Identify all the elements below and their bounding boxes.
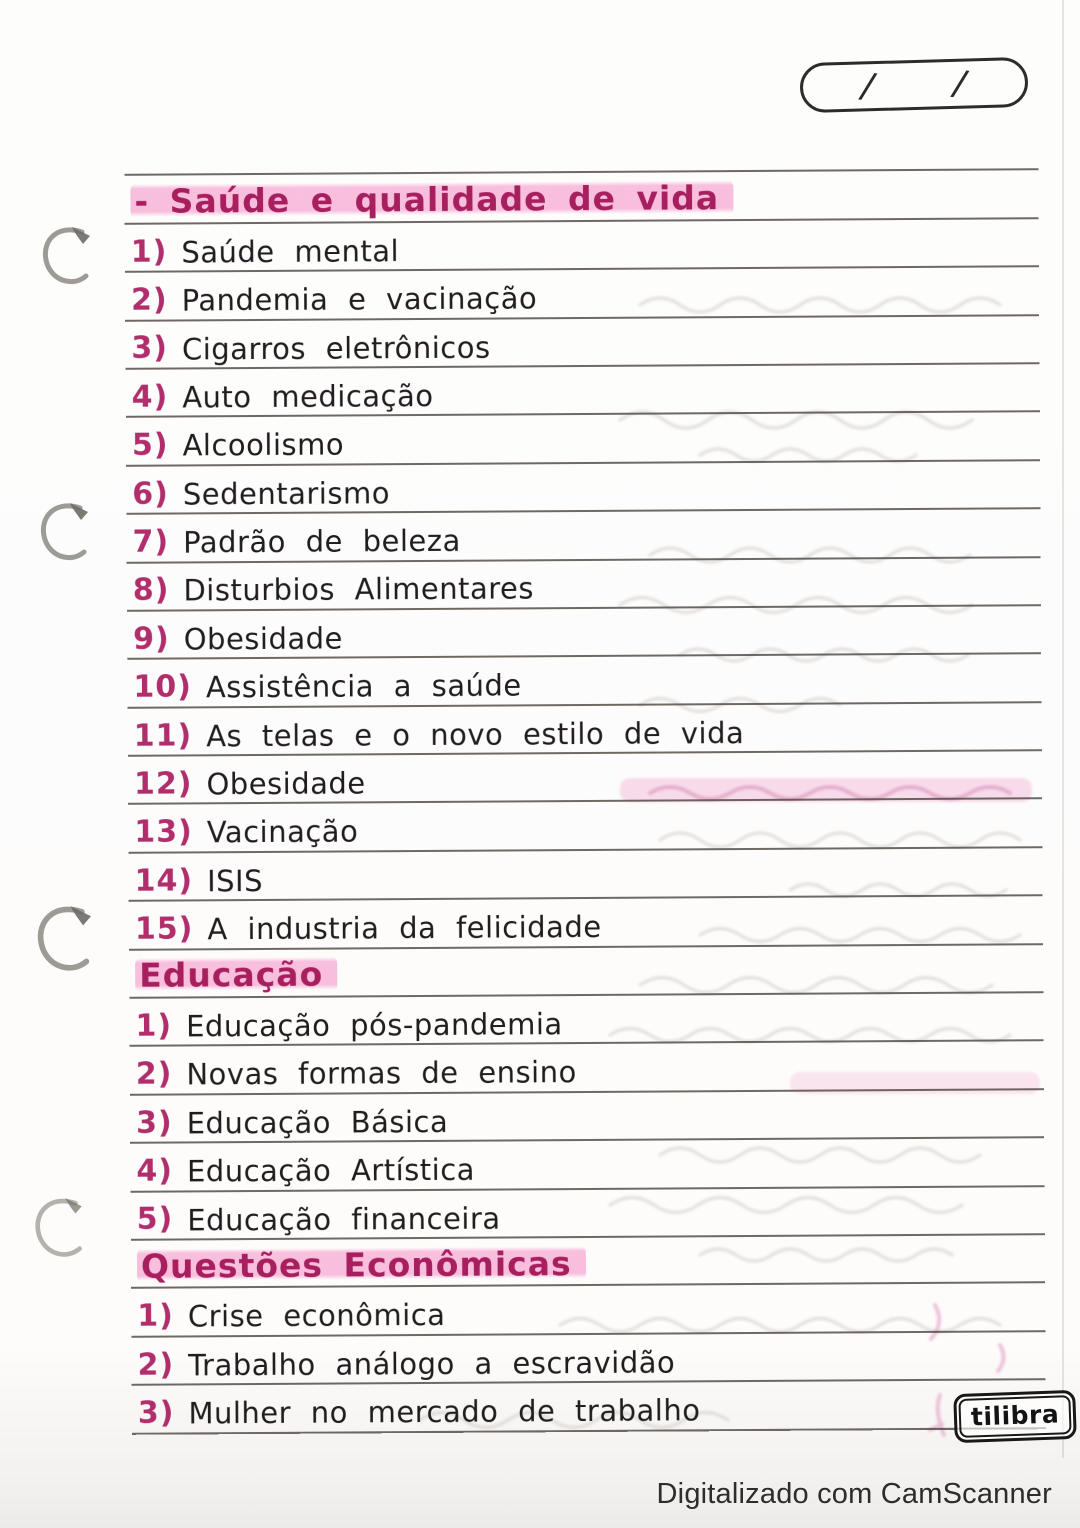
section-header-saude: [124, 171, 1038, 225]
list-item: [131, 1187, 1045, 1241]
item-number: 4): [131, 379, 169, 415]
page-edge-shadow: [1062, 0, 1064, 1458]
date-separator: /: [947, 62, 973, 105]
item-number: 1): [135, 1008, 173, 1044]
list-item: [125, 364, 1039, 418]
list-item: [127, 655, 1041, 709]
list-item: [129, 993, 1043, 1047]
item-text: Mulher no mercado de trabalho: [188, 1393, 701, 1431]
list-item: [130, 1090, 1044, 1144]
tilibra-logo-text: tilibra: [958, 1395, 1072, 1438]
blank-line: [124, 122, 1038, 176]
tilibra-logo: [953, 1390, 1077, 1443]
item-number: 13): [134, 814, 193, 851]
item-text: ISIS: [206, 863, 264, 899]
list-item: [130, 1138, 1044, 1192]
item-number: 3): [135, 1105, 173, 1141]
item-number: 2): [137, 1347, 175, 1383]
item-text: Alcoolismo: [182, 427, 345, 463]
item-number: 5): [131, 427, 169, 463]
binding-hole-mark: [36, 222, 98, 292]
item-text: Vacinação: [206, 814, 359, 850]
item-text: Disturbios Alimentares: [183, 571, 535, 608]
list-item: [129, 896, 1043, 950]
item-text: Educação Artística: [186, 1152, 476, 1189]
list-item: [128, 800, 1042, 854]
item-text: Educação pós-pandemia: [185, 1007, 563, 1044]
item-number: 2): [130, 282, 168, 318]
item-number: 9): [133, 621, 170, 657]
item-text: Padrão de beleza: [183, 523, 461, 560]
list-item: [131, 1332, 1045, 1386]
list-item: [132, 1380, 1046, 1434]
item-text: As telas e o novo estilo de vida: [206, 715, 745, 753]
date-separator: /: [855, 65, 881, 108]
item-number: 4): [136, 1153, 174, 1189]
item-number: 1): [137, 1298, 174, 1335]
list-item: [125, 219, 1039, 273]
item-text: Pandemia e vacinação: [181, 281, 538, 318]
list-item: [127, 606, 1041, 660]
item-number: 12): [133, 766, 193, 802]
ruled-lines-area: [124, 122, 1046, 1434]
list-item: [126, 461, 1040, 515]
date-field: [799, 57, 1028, 113]
list-item: [128, 703, 1042, 757]
item-text: Auto medicação: [182, 378, 434, 415]
list-item: [127, 558, 1041, 612]
binding-hole-mark: [30, 900, 100, 980]
binding-hole-mark: [34, 498, 96, 568]
camscanner-footer-text: Digitalizado com CamScanner: [656, 1478, 1052, 1510]
section-title: Questões Econômicas: [137, 1245, 586, 1284]
item-number: 7): [132, 524, 170, 560]
section-header-questoes-economicas: [131, 1235, 1045, 1289]
item-text: Educação Básica: [186, 1104, 449, 1141]
item-text: Trabalho análogo a escravidão: [188, 1345, 676, 1383]
section-header-educacao: [129, 945, 1043, 999]
item-number: 5): [136, 1202, 174, 1238]
item-number: 1): [130, 234, 168, 270]
list-item: [126, 413, 1040, 467]
list-item: [128, 848, 1042, 902]
item-text: Obesidade: [183, 621, 344, 657]
item-text: Saúde mental: [181, 233, 400, 270]
list-item: [126, 509, 1040, 563]
list-item: [125, 316, 1039, 370]
section-title: Educação: [135, 956, 337, 994]
item-number: 3): [131, 330, 169, 367]
item-text: Crise econômica: [187, 1298, 446, 1334]
binding-hole-mark: [28, 1192, 92, 1266]
item-text: Educação financeira: [187, 1201, 501, 1237]
item-text: Sedentarismo: [182, 475, 391, 512]
item-number: 3): [137, 1395, 175, 1431]
item-number: 10): [133, 669, 193, 705]
item-number: 14): [134, 863, 194, 899]
section-title: - Saúde e qualidade de vida: [130, 179, 733, 219]
item-text: Obesidade: [206, 766, 366, 802]
item-text: Assistência a saúde: [205, 668, 522, 705]
item-number: 15): [134, 911, 194, 947]
item-text: Cigarros eletrônicos: [181, 330, 491, 366]
list-item: [131, 1284, 1045, 1338]
item-number: 2): [135, 1056, 173, 1093]
list-item: [128, 751, 1042, 805]
item-number: 8): [132, 572, 170, 609]
item-text: Novas formas de ensino: [186, 1055, 577, 1092]
list-item: [125, 267, 1039, 321]
item-text: A industria da felicidade: [207, 910, 602, 947]
item-number: 6): [132, 476, 169, 512]
list-item: [130, 1042, 1044, 1096]
item-number: 11): [133, 717, 193, 754]
